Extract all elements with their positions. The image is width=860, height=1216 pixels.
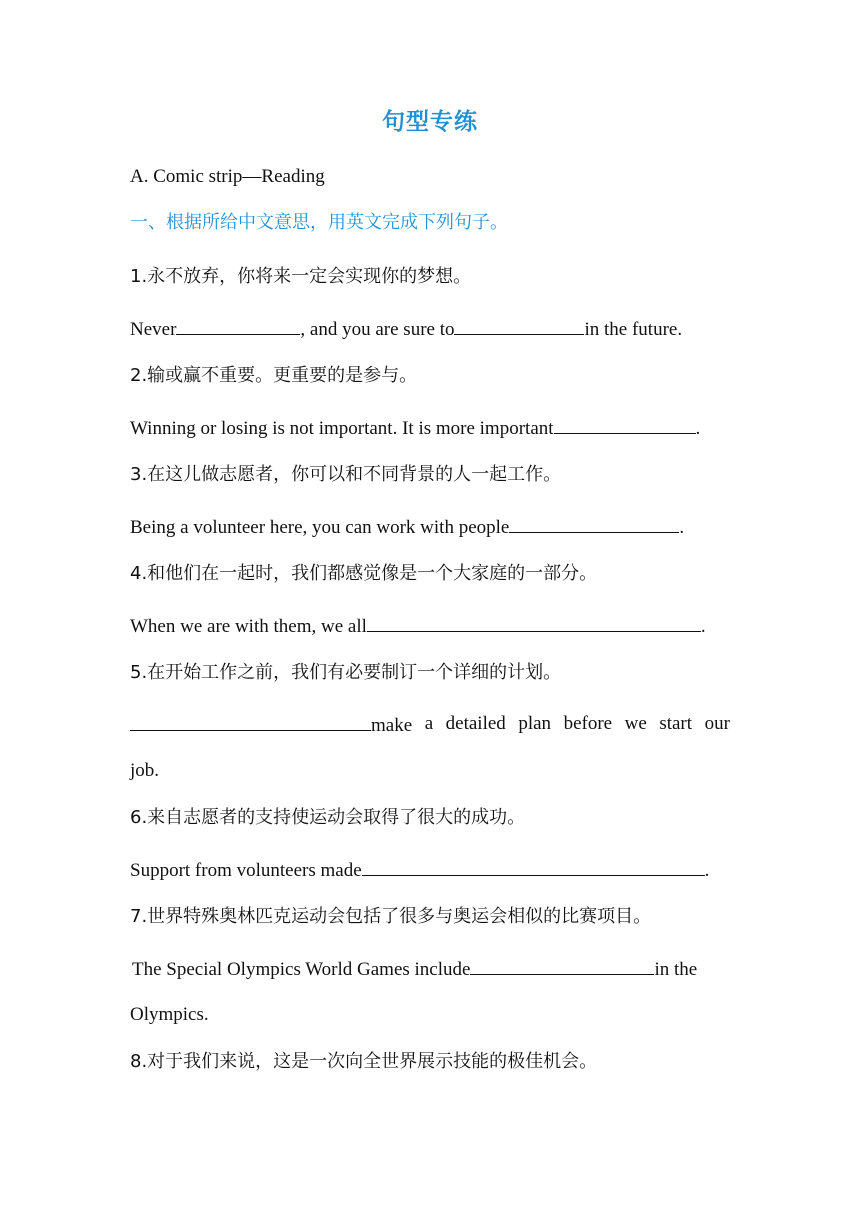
question-5-word: a [424, 713, 434, 734]
question-3-english [130, 514, 684, 540]
question-4-chinese: 4.和他们在一起时，我们都感觉像是一个大家庭的一部分。 [130, 563, 598, 584]
question-4-english [130, 613, 706, 639]
question-2-chinese: 2.输或赢不重要。更重要的是参与。 [130, 365, 418, 386]
question-7-continuation: Olympics. [130, 1004, 209, 1025]
question-5-word: detailed [445, 713, 506, 734]
answer-blank-1a[interactable] [176, 316, 300, 335]
question-2-english [130, 415, 700, 441]
question-1-english [130, 316, 682, 342]
question-4-text-b: . [700, 616, 706, 637]
question-1-text-a: Never [130, 319, 177, 340]
instruction-text: 一、根据所给中文意思，用英文完成下列句子。 [130, 212, 508, 233]
question-5-word: we [624, 713, 647, 734]
question-1-text-c: in the future. [584, 319, 683, 340]
worksheet-page [130, 0, 730, 1216]
question-6-text-b: . [704, 860, 710, 881]
question-3-text-b: . [679, 517, 685, 538]
question-5-word: before [563, 713, 613, 734]
question-4-text-a: When we are with them, we all [130, 616, 367, 637]
answer-blank-3[interactable] [509, 514, 679, 533]
question-5-word: our [704, 713, 730, 734]
question-5-first-segment [130, 712, 412, 738]
section-heading: A. Comic strip—Reading [130, 166, 325, 187]
question-7-text-a: The Special Olympics World Games include [132, 959, 471, 980]
question-7-chinese: 7.世界特殊奥林匹克运动会包括了很多与奥运会相似的比赛项目。 [130, 906, 652, 927]
question-6-chinese: 6.来自志愿者的支持使运动会取得了很大的成功。 [130, 807, 526, 828]
question-5-word: make [371, 715, 413, 736]
question-7-english [132, 956, 697, 982]
question-5-chinese: 5.在开始工作之前，我们有必要制订一个详细的计划。 [130, 662, 562, 683]
question-5-english [130, 712, 730, 738]
answer-blank-2[interactable] [554, 415, 696, 434]
page-title: 句型专练 [382, 109, 478, 135]
question-7-text-b: in the [654, 959, 698, 980]
question-2-text-b: . [695, 418, 701, 439]
question-6-english [130, 857, 709, 883]
question-2-text-a: Winning or losing is not important. It is more important [130, 418, 554, 439]
question-1-text-b: , and you are sure to [300, 319, 455, 340]
question-5-continuation: job. [130, 760, 160, 781]
answer-blank-5[interactable] [130, 712, 371, 731]
question-3-text-a: Being a volunteer here, you can work with people [130, 517, 510, 538]
question-6-text-a: Support from volunteers made [130, 860, 362, 881]
question-3-chinese: 3.在这儿做志愿者，你可以和不同背景的人一起工作。 [130, 464, 562, 485]
question-5-word: start [659, 713, 693, 734]
question-1-chinese: 1.永不放弃，你将来一定会实现你的梦想。 [130, 266, 472, 287]
answer-blank-6[interactable] [362, 857, 705, 876]
answer-blank-7[interactable] [470, 956, 654, 975]
answer-blank-4[interactable] [367, 613, 701, 632]
question-8-chinese: 8.对于我们来说，这是一次向全世界展示技能的极佳机会。 [130, 1051, 598, 1072]
answer-blank-1b[interactable] [454, 316, 584, 335]
question-5-word: plan [518, 713, 552, 734]
